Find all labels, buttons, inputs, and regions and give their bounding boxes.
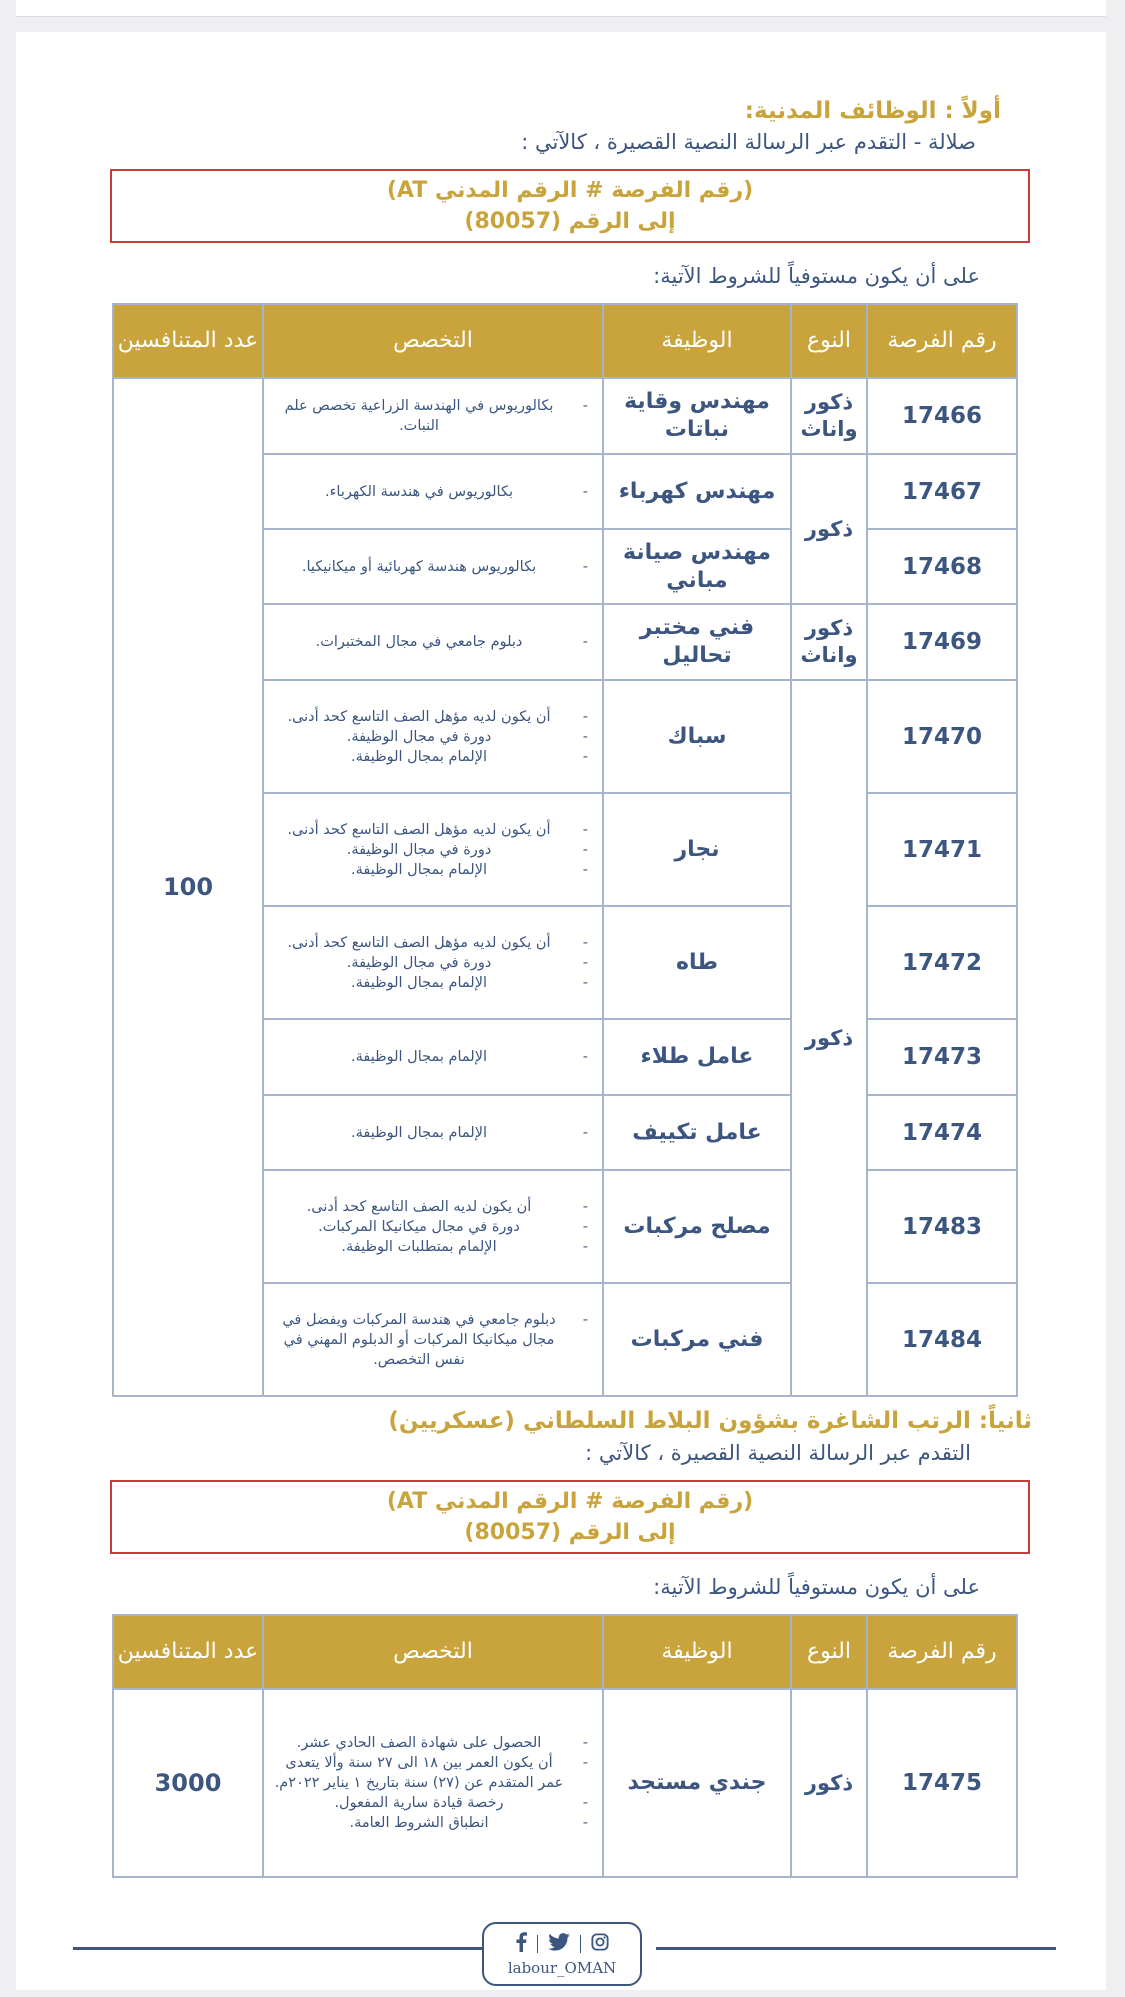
section1-subline: صلالة - التقدم عبر الرسالة النصية القصيرة ، كالآتي : (521, 130, 976, 154)
header-opportunity-number: رقم الفرصة (867, 1615, 1017, 1689)
job-title: عامل تكييف (603, 1095, 791, 1170)
spec-item: - الإلمام بمتطلبات الوظيفة. (272, 1237, 566, 1257)
opportunity-number: 17466 (867, 378, 1017, 454)
sms-number: إلى الرقم (80057) (464, 209, 676, 234)
specialization (263, 378, 603, 454)
section2-subline: التقدم عبر الرسالة النصية القصيرة ، كالآتي : (585, 1441, 971, 1465)
job-title: مهندس كهرباء (603, 454, 791, 529)
instagram-icon[interactable] (591, 1933, 609, 1955)
specialization (263, 604, 603, 680)
spec-item: - دورة في مجال الوظيفة. (272, 727, 566, 747)
twitter-icon[interactable] (548, 1933, 570, 1955)
opportunity-number: 17471 (867, 793, 1017, 906)
footer-divider-right (656, 1947, 1056, 1950)
specialization (263, 680, 603, 793)
spec-item: - الإلمام بمجال الوظيفة. (272, 973, 566, 993)
specialization (263, 1170, 603, 1283)
sms-format: (رقم الفرصة # الرقم المدني AT) (386, 178, 754, 203)
gender-cell: ذكور (791, 1689, 867, 1877)
spec-item: - الإلمام بمجال الوظيفة. (272, 1047, 566, 1067)
section1-sms-box (110, 169, 1030, 243)
table-header-row (113, 304, 1017, 378)
opportunity-number: 17473 (867, 1019, 1017, 1095)
specialization (263, 906, 603, 1019)
specialization (263, 529, 603, 604)
spec-item: - دورة في مجال الوظيفة. (272, 953, 566, 973)
job-title: سباك (603, 680, 791, 793)
job-title: فني مختبر تحاليل (603, 604, 791, 680)
header-opportunity-number: رقم الفرصة (867, 304, 1017, 378)
facebook-icon[interactable] (515, 1932, 527, 1956)
specialization (263, 1095, 603, 1170)
opportunity-number: 17474 (867, 1095, 1017, 1170)
gender-cell: ذكور واناث (791, 378, 867, 454)
table-row (113, 1689, 1017, 1877)
header-competitors: عدد المتنافسين (113, 304, 263, 378)
spec-item: - الإلمام بمجال الوظيفة. (272, 860, 566, 880)
job-title: طاه (603, 906, 791, 1019)
footer-divider-left (73, 1947, 483, 1950)
gender-cell: ذكور (791, 680, 867, 1396)
spec-item: - أن يكون لديه الصف التاسع كحد أدنى. (272, 1197, 566, 1217)
social-icons (515, 1931, 609, 1957)
job-title: مهندس وقاية نباتات (603, 378, 791, 454)
specialization (263, 454, 603, 529)
competitors-count: 100 (113, 378, 263, 1396)
civil-jobs-table (112, 303, 1018, 1397)
specialization (263, 793, 603, 906)
spec-item: - الإلمام بمجال الوظيفة. (272, 747, 566, 767)
header-gender: النوع (791, 1615, 867, 1689)
job-title: مهندس صيانة مباني (603, 529, 791, 604)
opportunity-number: 17469 (867, 604, 1017, 680)
spec-item: - أن يكون العمر بين ١٨ الى ٢٧ سنة وألا يتعدى عمر المتقدم عن (٢٧) سنة بتاريخ ١ يناير ٢٠٢٢م. (272, 1753, 566, 1793)
header-job: الوظيفة (603, 1615, 791, 1689)
job-title: مصلح مركبات (603, 1170, 791, 1283)
separator (580, 1935, 581, 1953)
table-header-row (113, 1615, 1017, 1689)
sms-format: (رقم الفرصة # الرقم المدني AT) (386, 1489, 754, 1514)
header-job: الوظيفة (603, 304, 791, 378)
gender-cell: ذكور واناث (791, 604, 867, 680)
header-competitors: عدد المتنافسين (113, 1615, 263, 1689)
opportunity-number: 17484 (867, 1283, 1017, 1396)
section2-heading: ثانياً: الرتب الشاغرة بشؤون البلاط السلطاني (عسكريين) (388, 1408, 1032, 1434)
specialization (263, 1019, 603, 1095)
spec-item: - دبلوم جامعي في هندسة المركبات ويفضل في مجال ميكانيكا المركبات أو الدبلوم المهني في نفس التخصص. (272, 1310, 566, 1370)
section2-conditions: على أن يكون مستوفياً للشروط الآتية: (653, 1575, 980, 1599)
social-badge[interactable] (482, 1922, 642, 1986)
spec-item: - دورة في مجال ميكانيكا المركبات. (272, 1217, 566, 1237)
opportunity-number: 17472 (867, 906, 1017, 1019)
table-row (113, 378, 1017, 454)
section1-conditions: على أن يكون مستوفياً للشروط الآتية: (653, 264, 980, 288)
header-specialization: التخصص (263, 304, 603, 378)
job-title: جندي مستجد (603, 1689, 791, 1877)
spec-item: - دبلوم جامعي في مجال المختبرات. (272, 632, 566, 652)
header-specialization: التخصص (263, 1615, 603, 1689)
opportunity-number: 17467 (867, 454, 1017, 529)
section2-sms-box (110, 1480, 1030, 1554)
spec-item: - الإلمام بمجال الوظيفة. (272, 1123, 566, 1143)
military-jobs-table (112, 1614, 1018, 1878)
header-gender: النوع (791, 304, 867, 378)
opportunity-number: 17470 (867, 680, 1017, 793)
spec-item: - رخصة قيادة سارية المفعول. (272, 1793, 566, 1813)
sms-number: إلى الرقم (80057) (464, 1520, 676, 1545)
spec-item: - بكالوريوس هندسة كهربائية أو ميكانيكيا. (272, 557, 566, 577)
specialization (263, 1283, 603, 1396)
spec-item: - أن يكون لديه مؤهل الصف التاسع كحد أدنى. (272, 933, 566, 953)
job-title: فني مركبات (603, 1283, 791, 1396)
spec-item: - أن يكون لديه مؤهل الصف التاسع كحد أدنى. (272, 707, 566, 727)
job-title: نجار (603, 793, 791, 906)
spec-item: - بكالوريوس في هندسة الكهرباء. (272, 482, 566, 502)
opportunity-number: 17468 (867, 529, 1017, 604)
social-handle[interactable]: labour_OMAN (507, 1959, 617, 1977)
spec-item: - دورة في مجال الوظيفة. (272, 840, 566, 860)
competitors-count: 3000 (113, 1689, 263, 1877)
specialization (263, 1689, 603, 1877)
opportunity-number: 17483 (867, 1170, 1017, 1283)
job-title: عامل طلاء (603, 1019, 791, 1095)
opportunity-number: 17475 (867, 1689, 1017, 1877)
separator (537, 1935, 538, 1953)
spec-item: - انطباق الشروط العامة. (272, 1813, 566, 1833)
spec-item: - أن يكون لديه مؤهل الصف التاسع كحد أدنى. (272, 820, 566, 840)
announcement-page (16, 32, 1106, 1990)
spec-item: - الحصول على شهادة الصف الحادي عشر. (272, 1733, 566, 1753)
spec-item: - بكالوريوس في الهندسة الزراعية تخصص علم النبات. (272, 396, 566, 436)
gender-cell: ذكور (791, 454, 867, 604)
previous-page-edge (16, 0, 1106, 17)
section1-heading: أولاً : الوظائف المدنية: (744, 98, 1001, 124)
